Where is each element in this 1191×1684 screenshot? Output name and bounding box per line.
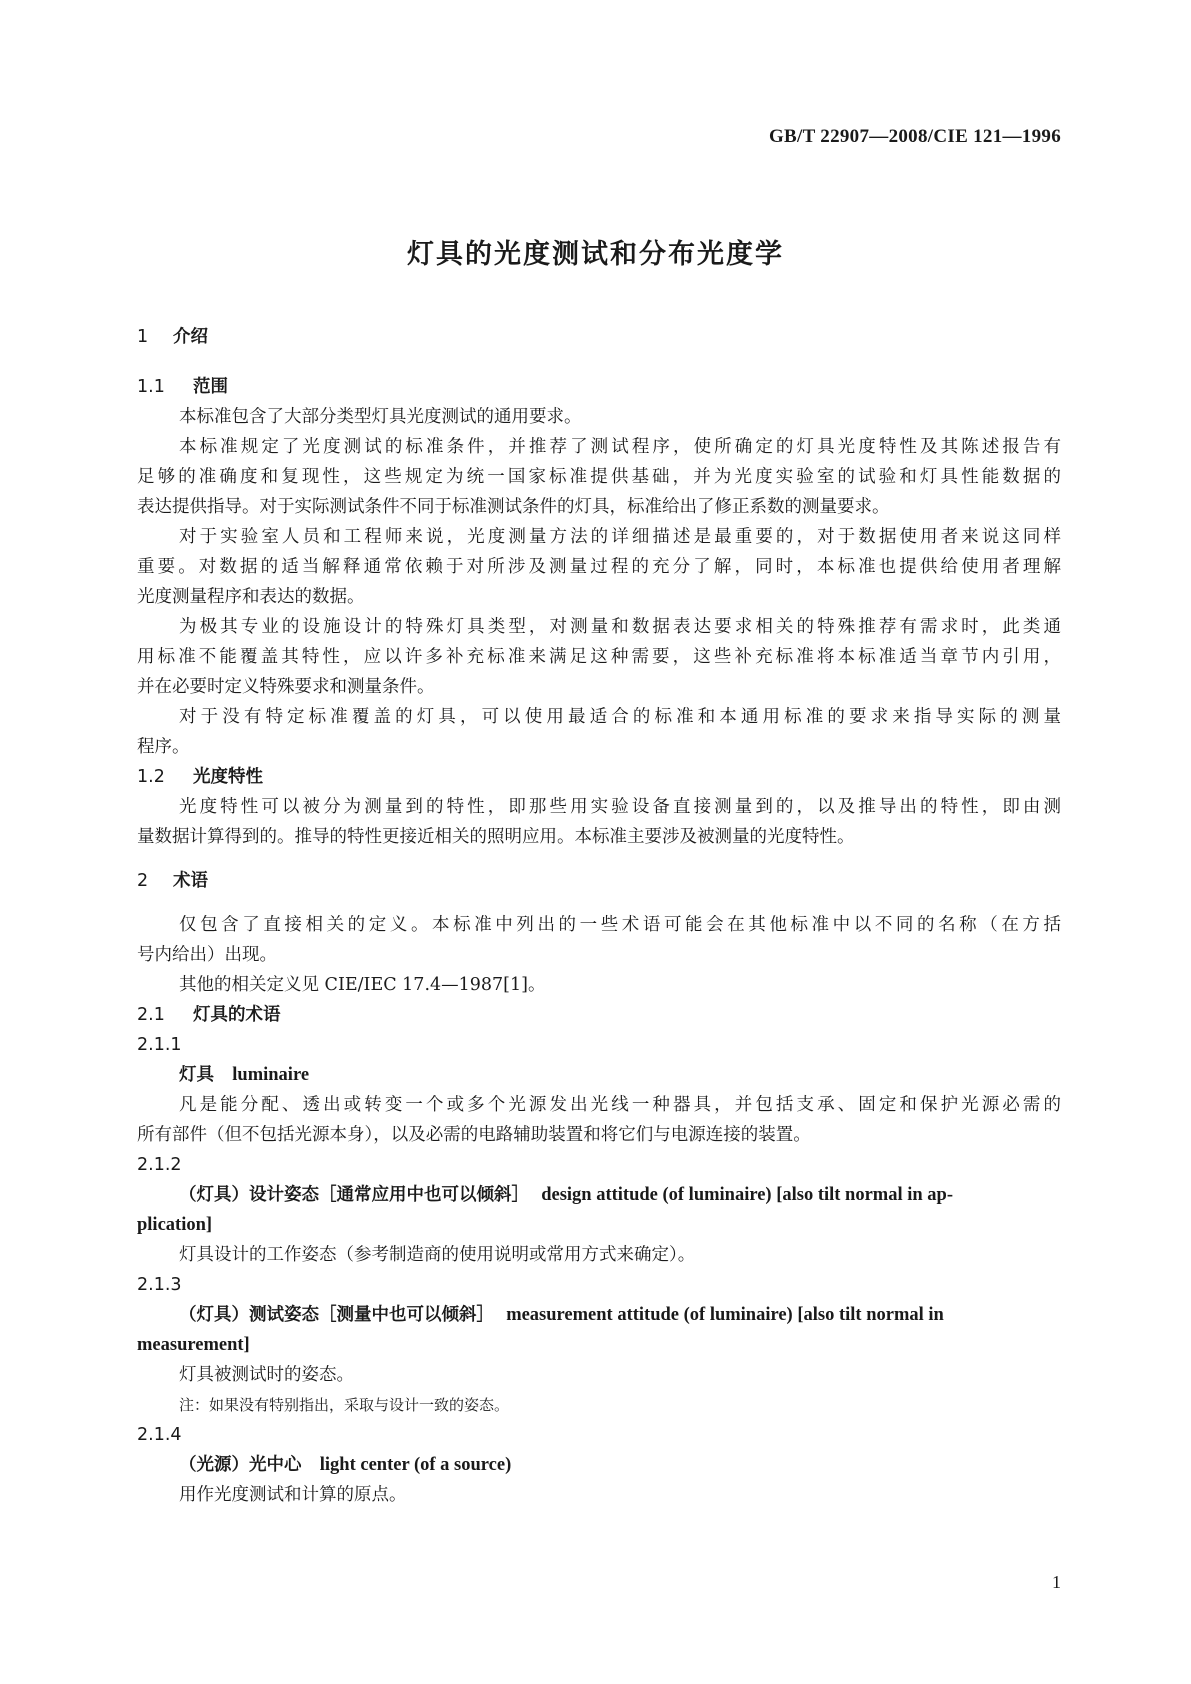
section-heading-1-2 bbox=[137, 762, 1061, 792]
section-title: 光度特性 bbox=[193, 767, 263, 787]
definition-line: 凡是能分配、透出或转变一个或多个光源发出光线一种器具，并包括支承、固定和保护光源必需的 bbox=[179, 1095, 1061, 1115]
paragraph-line: 其他的相关定义见 CIE/IEC 17.4—1987[1]。 bbox=[179, 975, 546, 995]
term-english: measurement] bbox=[137, 1335, 250, 1355]
term-chinese: （灯具）测试姿态［测量中也可以倾斜］ bbox=[179, 1305, 494, 1325]
section-heading-1 bbox=[137, 322, 1061, 352]
term-entry bbox=[137, 1450, 1061, 1480]
term-number: 2.1.2 bbox=[137, 1155, 182, 1175]
paragraph-line: 量数据计算得到的。推导的特性更接近相关的照明应用。本标准主要涉及被测量的光度特性。 bbox=[137, 827, 855, 847]
term-english: measurement attitude (of luminaire) [also tilt normal in bbox=[506, 1305, 944, 1325]
term-english: light center (of a source) bbox=[319, 1455, 512, 1475]
term-english: luminaire bbox=[232, 1065, 310, 1085]
section-heading-2-1 bbox=[137, 1000, 1061, 1030]
term-english: plication] bbox=[137, 1215, 213, 1235]
term-entry bbox=[137, 1300, 1061, 1330]
section-title: 范围 bbox=[193, 377, 228, 397]
definition-line: 灯具被测试时的姿态。 bbox=[179, 1365, 354, 1385]
paragraph-line: 对于实验室人员和工程师来说，光度测量方法的详细描述是最重要的，对于数据使用者来说这同样 bbox=[179, 527, 1061, 547]
paragraph-line: 对于没有特定标准覆盖的灯具，可以使用最适合的标准和本通用标准的要求来指导实际的测量 bbox=[179, 707, 1061, 727]
section-number: 1.2 bbox=[137, 767, 165, 787]
term-chinese: 灯具 bbox=[179, 1065, 214, 1085]
paragraph-line: 仅包含了直接相关的定义。本标准中列出的一些术语可能会在其他标准中以不同的名称（在方括 bbox=[179, 915, 1061, 935]
paragraph-line: 并在必要时定义特殊要求和测量条件。 bbox=[137, 677, 435, 697]
section-title: 灯具的术语 bbox=[193, 1005, 281, 1025]
paragraph-line: 光度测量程序和表达的数据。 bbox=[137, 587, 365, 607]
term-english: design attitude (of luminaire) [also tilt normal in ap- bbox=[541, 1185, 953, 1205]
paragraph-line: 用标准不能覆盖其特性，应以许多补充标准来满足这种需要，这些补充标准将本标准适当章节内引用， bbox=[137, 647, 1061, 667]
term-chinese: （灯具）设计姿态［通常应用中也可以倾斜］ bbox=[179, 1185, 529, 1205]
section-number: 2 bbox=[137, 871, 149, 891]
term-entry bbox=[137, 1060, 1061, 1090]
note: 注：如果没有特别指出，采取与设计一致的姿态。 bbox=[179, 1396, 510, 1414]
standard-number: GB/T 22907—2008/CIE 121—1996 bbox=[768, 126, 1061, 147]
definition-line: 所有部件（但不包括光源本身），以及必需的电路辅助装置和将它们与电源连接的装置。 bbox=[137, 1125, 811, 1145]
section-heading-2 bbox=[137, 866, 1061, 896]
definition-line: 用作光度测试和计算的原点。 bbox=[179, 1485, 407, 1505]
paragraph-line: 光度特性可以被分为测量到的特性，即那些用实验设备直接测量到的，以及推导出的特性，即由测 bbox=[179, 797, 1061, 817]
term-number: 2.1.3 bbox=[137, 1275, 182, 1295]
section-number: 1 bbox=[137, 327, 149, 347]
term-entry bbox=[137, 1180, 1061, 1210]
paragraph-line: 足够的准确度和复现性，这些规定为统一国家标准提供基础，并为光度实验室的试验和灯具性能数据的 bbox=[137, 467, 1061, 487]
paragraph-line: 本标准包含了大部分类型灯具光度测试的通用要求。 bbox=[179, 407, 582, 427]
term-chinese: （光源）光中心 bbox=[179, 1455, 302, 1475]
section-title: 介绍 bbox=[173, 327, 208, 347]
paragraph-line: 本标准规定了光度测试的标准条件，并推荐了测试程序，使所确定的灯具光度特性及其陈述报告有 bbox=[179, 437, 1061, 457]
paragraph-line: 号内给出）出现。 bbox=[137, 945, 277, 965]
term-number: 2.1.4 bbox=[137, 1425, 182, 1445]
paragraph-line: 为极其专业的设施设计的特殊灯具类型，对测量和数据表达要求相关的特殊推荐有需求时，此类通 bbox=[179, 617, 1061, 637]
section-title: 术语 bbox=[173, 871, 208, 891]
term-entry-continued bbox=[137, 1210, 1061, 1240]
document-title: 灯具的光度测试和分布光度学 bbox=[407, 239, 784, 270]
document-body bbox=[137, 322, 1061, 1510]
term-number: 2.1.1 bbox=[137, 1035, 182, 1055]
term-entry-continued bbox=[137, 1330, 1061, 1360]
paragraph-line: 程序。 bbox=[137, 737, 190, 757]
definition-line: 灯具设计的工作姿态（参考制造商的使用说明或常用方式来确定）。 bbox=[179, 1245, 696, 1265]
section-number: 1.1 bbox=[137, 377, 165, 397]
paragraph-line: 重要。对数据的适当解释通常依赖于对所涉及测量过程的充分了解，同时，本标准也提供给使用者理解 bbox=[137, 557, 1061, 577]
section-heading-1-1 bbox=[137, 372, 1061, 402]
paragraph-line: 表达提供指导。对于实际测试条件不同于标准测试条件的灯具，标准给出了修正系数的测量要求。 bbox=[137, 497, 890, 517]
section-number: 2.1 bbox=[137, 1005, 165, 1025]
page-number: 1 bbox=[1052, 1572, 1061, 1592]
